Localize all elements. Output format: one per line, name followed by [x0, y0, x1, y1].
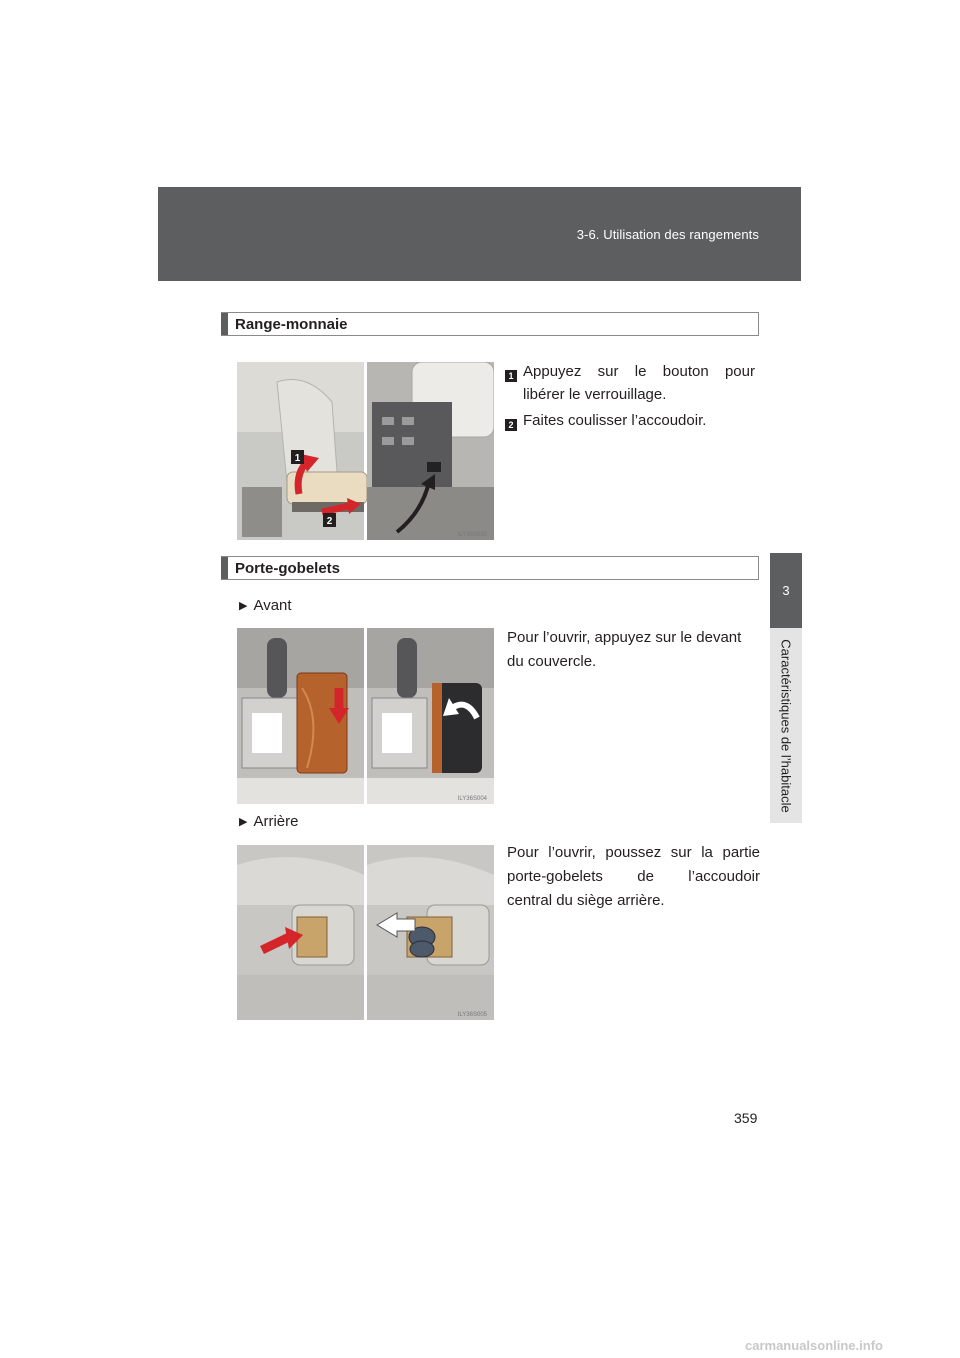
chapter-header — [158, 187, 801, 281]
section-title: Range-monnaie — [235, 315, 348, 333]
figure-avant — [237, 628, 494, 804]
chapter-title: 3-6. Utilisation des rangements — [576, 227, 759, 242]
section-title: Porte-gobelets — [235, 559, 341, 577]
figure-code: ILY36S005 — [457, 1012, 487, 1018]
body-line: du couvercle. — [507, 653, 597, 670]
body-line: central du siège arrière. — [507, 892, 665, 909]
subheading-avant — [239, 597, 292, 614]
triangle-bullet-icon: ▶ — [239, 816, 248, 828]
figure-code: ILY36S020 — [457, 532, 487, 538]
figure-arriere — [237, 845, 494, 1020]
subheading-arriere — [239, 813, 298, 830]
figure-code: ILY36S004 — [457, 796, 487, 802]
step-number: 1 — [505, 370, 517, 382]
page-number: 359 — [734, 1110, 758, 1126]
section-heading-range-monnaie — [221, 312, 759, 336]
avant-description — [507, 626, 760, 674]
figure-label-2: 2 — [326, 516, 333, 527]
chapter-label: Caractéristiques de l’habitacle — [778, 638, 794, 813]
watermark: carmanualsonline.info — [745, 1338, 883, 1353]
step-text: libérer le verrouillage. — [523, 386, 667, 403]
step-1 — [505, 360, 760, 408]
section-heading-porte-gobelets — [221, 556, 759, 580]
chapter-number: 3 — [782, 583, 790, 598]
subheading-label: Avant — [253, 597, 292, 614]
section-heading-bar — [221, 557, 228, 579]
body-line: Pour l’ouvrir, appuyez sur le devant — [507, 629, 742, 646]
step-text: Faites coulisser l’accoudoir. — [523, 412, 707, 429]
triangle-bullet-icon: ▶ — [239, 600, 248, 612]
step-number: 2 — [505, 419, 517, 431]
subheading-label: Arrière — [253, 813, 299, 830]
chapter-tab-number — [770, 553, 802, 628]
figure-range-monnaie — [237, 362, 494, 540]
arriere-description — [507, 841, 760, 913]
chapter-tab-label — [770, 628, 802, 823]
body-line: porte-gobelets de l’accoudoir — [507, 868, 760, 885]
section-heading-bar — [221, 313, 228, 335]
figure-label-1: 1 — [294, 453, 301, 464]
step-2 — [505, 409, 760, 433]
body-line: Pour l’ouvrir, poussez sur la partie — [507, 844, 760, 861]
step-text: Appuyez sur le bouton pour — [523, 363, 755, 380]
